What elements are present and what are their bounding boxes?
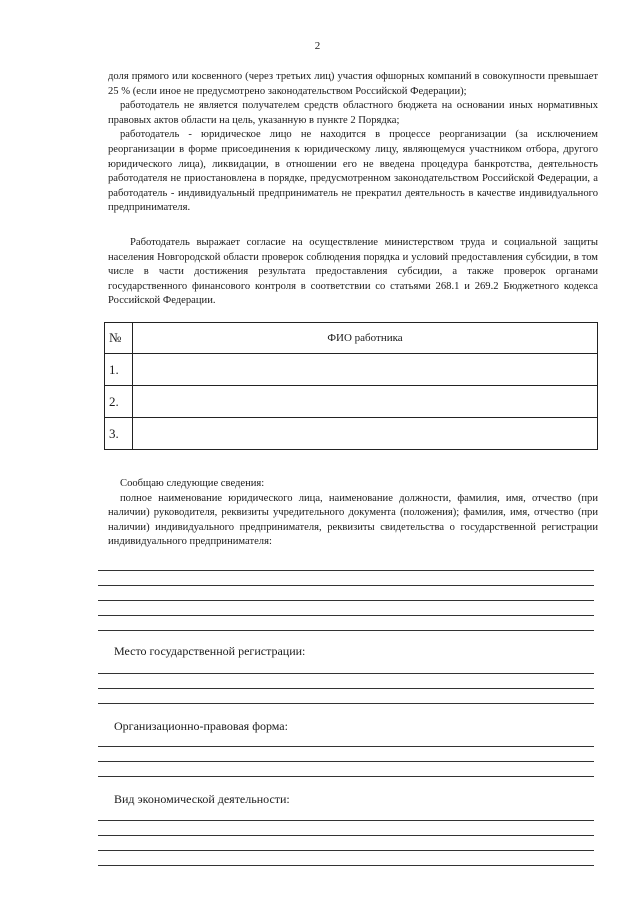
activity-type-line[interactable] bbox=[98, 820, 594, 821]
employer-details-line[interactable] bbox=[98, 600, 594, 601]
registration-place-line[interactable] bbox=[98, 688, 594, 689]
employer-details-line[interactable] bbox=[98, 585, 594, 586]
registration-place-label: Место государственной регистрации: bbox=[114, 644, 306, 658]
workers-table bbox=[104, 322, 598, 450]
legal-form-line[interactable] bbox=[98, 776, 594, 777]
column-header-number: № bbox=[105, 323, 133, 354]
row-number: 1. bbox=[105, 354, 133, 386]
row-number: 3. bbox=[105, 418, 133, 450]
activity-type-line[interactable] bbox=[98, 865, 594, 866]
consent-section bbox=[108, 236, 598, 309]
registration-place-line[interactable] bbox=[98, 673, 594, 674]
activity-type-line[interactable] bbox=[98, 850, 594, 851]
legal-form-line[interactable] bbox=[98, 746, 594, 747]
table-row bbox=[105, 354, 598, 386]
table-header-row bbox=[105, 323, 598, 354]
worker-name-cell[interactable] bbox=[133, 386, 598, 418]
worker-name-cell[interactable] bbox=[133, 418, 598, 450]
consent-paragraph: Работодатель выражает согласие на осуществление министерством труда и социальной защиты населения Новгородской области проверок соблюдения порядка и условий предоставления субсидии, в том числе в части достижения результата предоставления субсидии, а также проверок органами государственного финансового контроля в соответствии со статьями 268.1 и 269.2 Бюджетного кодекса Российской Федерации. bbox=[108, 237, 598, 307]
table-row bbox=[105, 386, 598, 418]
employer-details-line[interactable] bbox=[98, 615, 594, 616]
employer-details-line[interactable] bbox=[98, 630, 594, 631]
row-number: 2. bbox=[105, 386, 133, 418]
info-intro: Сообщаю следующие сведения: bbox=[120, 478, 265, 489]
legal-form-line[interactable] bbox=[98, 761, 594, 762]
offshore-condition: доля прямого или косвенного (через третьих лиц) участия офшорных компаний в совокупности превышает 25 % (если иное не предусмотрено законодательством Российской Федерации); bbox=[108, 71, 598, 97]
budget-condition: работодатель не является получателем средств областного бюджета на основании иных нормативных правовых актов области на цель, указанную в пункте 2 Порядка; bbox=[108, 100, 598, 126]
eligibility-conditions bbox=[108, 70, 598, 216]
reorganization-condition: работодатель - юридическое лицо не находится в процессе реорганизации (за исключением реорганизации в форме присоединения к юридическому лицу, являющемуся участником отбора, другого юридического лица), ликвидации, в отношении его не введена процедура банкротства, деятельность работодателя не приостановлена в порядке, предусмотренном законодательством Российской Федерации, а работодатель - индивидуальный предприниматель не прекратил деятельность в качестве индивидуального предпринимателя. bbox=[108, 129, 598, 214]
registration-place-line[interactable] bbox=[98, 703, 594, 704]
information-section bbox=[108, 477, 598, 550]
activity-type-label: Вид экономической деятельности: bbox=[114, 792, 290, 806]
employer-details-line[interactable] bbox=[98, 570, 594, 571]
page-number: 2 bbox=[314, 40, 321, 52]
worker-name-cell[interactable] bbox=[133, 354, 598, 386]
column-header-name: ФИО работника bbox=[133, 323, 598, 354]
legal-form-label: Организационно-правовая форма: bbox=[114, 719, 288, 733]
activity-type-line[interactable] bbox=[98, 835, 594, 836]
table-row bbox=[105, 418, 598, 450]
info-description: полное наименование юридического лица, наименование должности, фамилия, имя, отчество (при наличии) руководителя, реквизиты учредительного документа (положения); фамилия, имя, отчество (при наличии) индивидуального предпринимателя, реквизиты свидетельства о государственной регистрации индивидуального предпринимателя: bbox=[108, 492, 598, 548]
